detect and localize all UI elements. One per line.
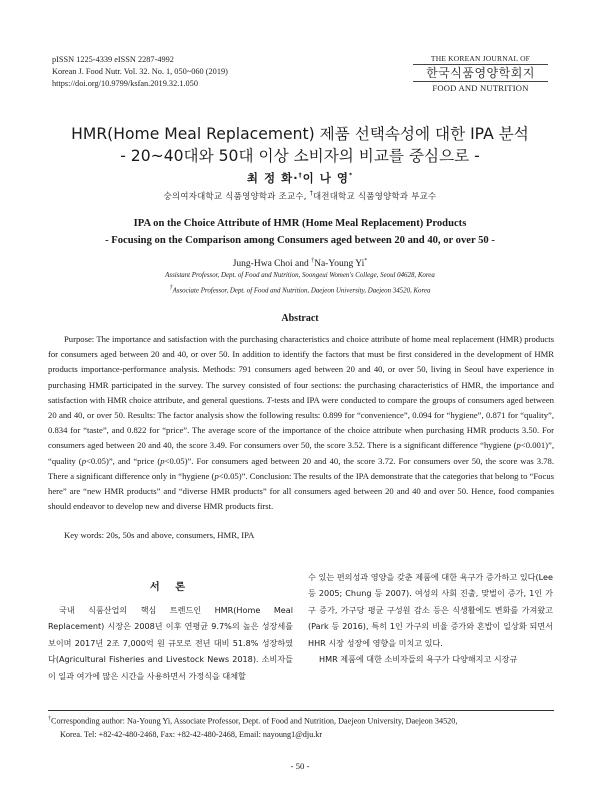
- abstract-text-7: p: [160, 455, 165, 466]
- intro-paragraph-2: HMR 제품에 대한 소비자들의 욕구가 다양해지고 시장규: [319, 654, 518, 665]
- title-ko-line1: HMR(Home Meal Replacement) 제품 선택속성에 대한 IPA 분석: [71, 125, 529, 143]
- title-ko-line2: - 20~40대와 50대 이상 소비자의 비교를 중심으로 -: [120, 147, 480, 165]
- title-en-line1: IPA on the Choice Attribute of HMR (Home Meal Replacement) Products: [133, 218, 467, 229]
- keywords: Key words: 20s, 50s and above, consumers, HMR, IPA: [64, 530, 255, 540]
- footnote: [48, 713, 554, 741]
- author-ko-1: 최 정 화: [246, 171, 294, 185]
- affiliation-ko-mark: †: [309, 190, 314, 198]
- section-heading-intro: 서 론: [149, 582, 192, 593]
- abstract-text-10: <0.05)”. Conclusion: The results of the IPA demonstrate that the categories that belong to “Focus here” are “new HMR products” and “diverse HMR products” for all consumers aged between 20 and 40 and over 50. Hence, food companies should endeavor to develop new and diverse HMR products first.: [48, 470, 554, 512]
- abstract-text-4: <0.001)”, “quality (: [48, 440, 554, 466]
- authors-ko: [0, 170, 600, 186]
- issn-line: pISSN 1225-4339 eISSN 2287-4992: [52, 55, 174, 64]
- abstract-heading: Abstract: [281, 313, 319, 324]
- intro-paragraph-1-cont: 수 있는 편의성과 영양을 갖춘 제품에 대한 욕구가 증가하고 있다(Lee 등 2005; Chung 등 2007). 여성의 사회 진출, 맞벌이 증가, 1인 가구 증가, 가구당 평균 구성원 감소 등은 식생활에도 변화를 가져왔고(Park 등 2016), 특히 1인 가구의 비율 증가와 혼밥이 일상화 되면서 HHR 시장 성장에 영향을 미치고 있다.: [308, 572, 553, 648]
- abstract-paragraph: [48, 332, 554, 514]
- citation-line: Korean J. Food Nutr. Vol. 32. No. 1, 050~060 (2019): [52, 67, 228, 76]
- abstract-text-6: <0.05)”, and “price (: [86, 455, 161, 466]
- author-ko-2: 이 나 영: [302, 171, 349, 185]
- affiliation-en-2: Associate Professor, Dept. of Food and Nutrition, Daejeon University, Daejeon 34520, Korea: [172, 287, 431, 295]
- abstract-text-3: p: [516, 440, 521, 451]
- journal-citation-block: [52, 54, 228, 90]
- abstract-text-8: <0.05)”. For consumers aged between 20 and 40, the score 3.72. For consumers over 50, the score was 3.78. There a significant difference only in “hygiene (: [48, 455, 555, 481]
- author-en-1: Jung-Hwa Choi and: [232, 259, 312, 270]
- affiliation-mark: *: [348, 172, 354, 180]
- abstract-text-2: -tests and IPA were conducted to compare the groups of consumers aged between 20 and 40, or over 50. Results: The factor analysis show the following results: 0.899 for “convenience”, 0.094 for “hygiene”, 0.871 for “quality”, 0.834 for “taste”, and 0.822 for “price”. The average score of the importance of the choice attribute when purchasing HMR products 3.50. For consumers aged between 20 and 40, the score 3.49. For consumers over 50, the score 3.52. There is a significant difference “hygiene (: [48, 394, 554, 451]
- intro-left-column: [48, 602, 293, 684]
- corresponding-mark: †: [298, 172, 303, 180]
- title-en-line2: - Focusing on the Comparison among Consumers aged between 20 and 40, or over 50 -: [105, 235, 495, 246]
- footnote-line1: Corresponding author: Na-Young Yi, Associate Professor, Dept. of Food and Nutrition, Daejeon University, Daejeon 34520,: [51, 716, 458, 726]
- corresponding-mark-en: †: [311, 258, 315, 264]
- footnote-divider: [48, 710, 554, 711]
- footnote-mark: †: [48, 716, 51, 722]
- footnote-line2: Korea. Tel: +82-42-480-2468, Fax: +82-42-480-2468, Email: nayoung1@dju.kr: [60, 729, 323, 739]
- author-separator: ·: [293, 171, 299, 185]
- page-number: - 50 -: [290, 761, 310, 771]
- affiliation-ko-2: 대전대학교 식품영양학과 부교수: [313, 191, 437, 201]
- intro-right-column: [308, 569, 553, 667]
- abstract-text-9: p: [214, 470, 219, 481]
- abstract-text-0: Purpose: The importance and satisfaction with the purchasing characteristics and choice attribute of home meal replacement (HMR) products for consumers aged between 20 and 40, or over 50. In addition to identify the factors that must be first considered in the development of HMR products importance-performance analysis. Methods: 791 consumers aged between 20 and 40, or over 50, living in Seoul have experience in purchasing HMR participated in the survey. The survey consisted of four sections: the purchasing characteristics of HMR, the importance and satisfaction with HMR choice attribute, and general questions.: [48, 334, 554, 405]
- abstract-text-5: p: [81, 455, 86, 466]
- journal-name-en-bottom: FOOD AND NUTRITION: [413, 81, 548, 93]
- footnote-line1-wrap: [48, 713, 554, 728]
- journal-name-ko: 한국식품영양학회지: [426, 66, 535, 80]
- affiliation-en-mark: †: [169, 285, 173, 291]
- intro-paragraph-1: 국내 식품산업의 핵심 트렌드인 HMR(Home Meal Replacement) 시장은 2008년 이후 연평균 9.7%의 높은 성장세를 보이며 2017년 2조 7,000억 원 규모로 전년 대비 51.8% 성장하였다(Agricultural Fisheries and Livestock News 2018). 소비자들이 일과 여가에 많은 시간을 사용하면서 가정식을 대체할: [48, 605, 293, 681]
- affiliation-mark-en: *: [364, 258, 368, 264]
- affiliation-ko-1: 숭의여자대학교 식품영양학과 조교수,: [163, 191, 307, 201]
- journal-logo: [413, 54, 548, 93]
- abstract-body: [48, 332, 554, 514]
- affiliation-ko: [0, 190, 600, 202]
- author-en-2: Na-Young Yi: [314, 259, 365, 270]
- journal-name-en-top: THE KOREAN JOURNAL OF: [413, 54, 548, 65]
- authors-en: [0, 258, 600, 269]
- abstract-text-1: T: [266, 394, 272, 405]
- affiliation-en-1: Assistant Professor, Dept. of Food and Nutrition, Soongeui Women's College, Seoul 04628, Korea: [165, 272, 435, 279]
- affiliation-en-2-wrap: [0, 285, 600, 294]
- doi-link[interactable]: https://doi.org/10.9799/ksfan.2019.32.1.050: [52, 79, 198, 88]
